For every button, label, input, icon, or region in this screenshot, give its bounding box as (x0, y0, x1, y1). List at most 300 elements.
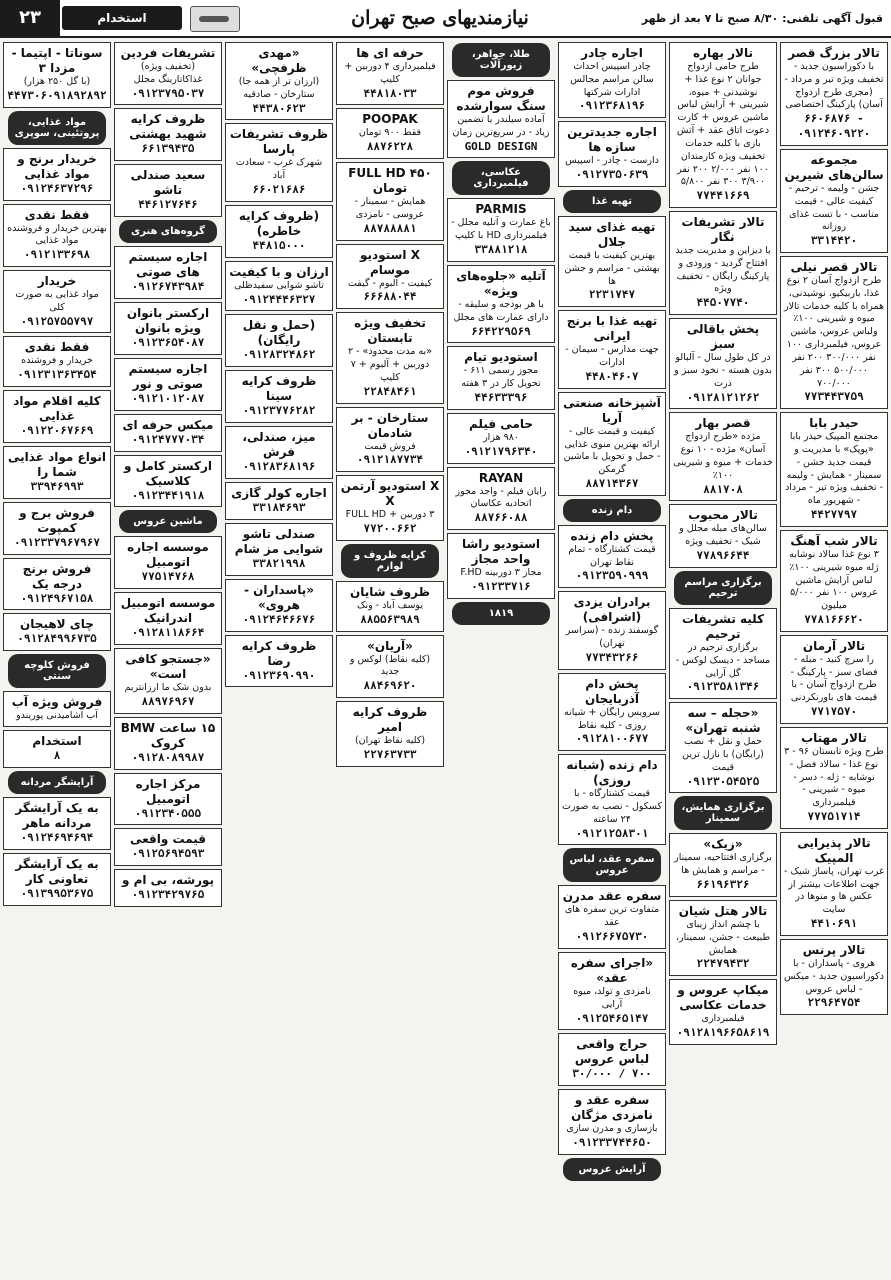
classified-ad (3, 204, 111, 267)
ad-title: سوناتا - اپتیما - مزدا ۳ (11, 46, 103, 75)
ad-title: سفره عقد و نامزدی مژگان (571, 1093, 653, 1123)
ad-title: POOPAK (362, 112, 418, 127)
classified-ad (3, 853, 111, 906)
ad-phone: ۰۹۱۲۸۱۱۸۶۶۴ (131, 626, 205, 640)
ad-body: فروش قیمت (364, 440, 416, 452)
ad-body: مجتمع المپیک حیدر بابا «پوپک» با مدیریت و قیمت جدید جشن - سمینار - همایش - ولیمه - تخفیف ویژه تیر - مرداد - شهریور ماه (785, 431, 883, 507)
column-3 (557, 40, 667, 1278)
classified-ad (558, 754, 666, 845)
classified-ad (336, 108, 444, 159)
ad-phone: ۸۸۷۶۲۲۸ (366, 140, 414, 154)
column-6 (224, 40, 334, 1278)
ad-title: تالار مهتاب (801, 730, 867, 745)
column-4 (446, 40, 556, 1278)
ad-title: ارکستر کامل و کلاسیک (123, 458, 212, 488)
ad-title: «اجرای سفره عقد» (570, 955, 654, 985)
ad-phone: ۶۶۱۳۹۴۳۵ (141, 142, 195, 156)
ad-phone: ۷۷۳۴۴۳۷۵۹ (804, 390, 864, 404)
ad-title: مجموعه سالن‌های شیرین (784, 152, 884, 182)
ad-title: گروه‌های هنری (131, 226, 205, 238)
ad-body: در کل طول سال - آلبالو بدون هسته - نخود سبز و ذرت (674, 352, 772, 389)
ad-body: جهت مدارس - سیمان - ادارات (565, 344, 659, 369)
ad-body: همایش - سمینار - عروسی - نامزدی (354, 196, 426, 220)
ad-title: فقط نقدی (24, 207, 90, 222)
ad-title: تخفیف ویژه تابستان (354, 316, 426, 346)
classified-ad (558, 673, 666, 751)
ad-title: فروش ویژه آب (11, 695, 103, 710)
ad-title: X استودیو موسام (360, 247, 420, 277)
ad-title: برگزاری همایش، سمینار (681, 802, 765, 825)
classified-ad (780, 42, 888, 146)
classified-ad (780, 530, 888, 632)
ad-phone: ۰۹۱۲۳۴۴۱۹۱۸ (131, 488, 205, 502)
ad-body: مجوز رسمی ۶۱۱ - تحویل کار در ۳ هفته (461, 365, 541, 390)
ad-phone: ۰۹۱۲۱۸۷۷۳۴ (356, 453, 424, 467)
category-header (563, 1158, 661, 1181)
ad-title: تشریفات فردین (120, 46, 216, 60)
ad-phone: ۴۴۷۳۰۶۰۹۱۸۹۲۸۹۲ (7, 88, 107, 102)
classified-ad (336, 581, 444, 632)
classified-ad (780, 939, 888, 1015)
ad-title: «جستجو کافی است» (125, 652, 211, 682)
category-header (8, 771, 106, 794)
ad-body: بهترین کیفیت با قیمت بهشتی - مراسم و جشن ها (564, 249, 660, 287)
classified-ad (558, 885, 666, 948)
ad-phone: ۶۶۶۸۸۰۴۴ (363, 290, 417, 304)
ad-body: باغ عمارت و آتلیه مجلل - فیلمبرداری HD با کلیپ (451, 217, 551, 242)
ad-phone: ۲۲۸۴۸۴۶۱ (363, 384, 417, 398)
ad-title: ظروف تشریفات پارسا (229, 127, 329, 157)
ad-title: ظروف کرایه امیر (352, 704, 428, 734)
classified-ad (114, 358, 222, 411)
ad-phone: ۰۹۱۲۲۰۶۷۶۶۹ (20, 424, 94, 438)
ad-phone: ۶۶۴۲۲۹۵۶۹ (471, 324, 531, 338)
ad-body: برگزاری افتتاحیه، سمینار - مراسم و همایش ها (674, 852, 772, 877)
ad-title: به یک آرایشگر مردانه ماهر (15, 800, 99, 830)
ad-title: ارکستر بانوان ویژه بانوان (126, 306, 210, 335)
ad-phone: ۳۳۹۴۶۹۹۳ (30, 479, 84, 493)
ad-phone: ۸۸۷۱۴۳۶۷ (585, 476, 639, 490)
ad-phone: ۴۴۶۱۲۷۶۴۶ (138, 198, 198, 212)
ad-title: تالار بهاره (693, 46, 753, 60)
ad-title: آتلیه «جلوه‌های ویژه» (456, 268, 546, 298)
ad-phone: ۰۹۱۲۳۳۷۹۶۷۹۶۷ (13, 535, 101, 549)
ad-body: رایان فیلم - واجد مجوز اتحادیه عکاسان (455, 485, 547, 510)
ad-phone: ۰۹۱۲۴۶۳۷۲۹۶ (20, 181, 94, 195)
ad-body: فیلمبرداری ۴ دوربین + کلیپ (344, 61, 436, 85)
classified-ad (780, 635, 888, 724)
classified-ad (669, 412, 777, 501)
ad-phone: ۰۹۱۲۱۳۳۶۹۸ (23, 248, 91, 262)
classified-ad (114, 455, 222, 508)
ad-phone: ۴۴۳۸۰۶۲۳ (252, 101, 306, 115)
ad-body: مواد غذایی به صورت کلی (15, 288, 99, 313)
category-header (119, 510, 217, 533)
ad-body: کیفیت و قیمت عالی - ارائه بهترین منوی غذایی - حمل و تحویل با ماشین گرمکن (563, 425, 661, 476)
ad-title: سفره عقد مدرن (562, 889, 662, 904)
classified-ad (225, 314, 333, 367)
ad-body: ۳ دوربین + FULL HD (345, 509, 435, 521)
ad-title: سفره عقد، لباس عروس (569, 854, 655, 877)
ad-title: فروش برج و کمپوت (19, 505, 95, 535)
ad-body: مجاز ۳ دوربینه F.HD (460, 567, 542, 578)
classified-ad (447, 265, 555, 343)
classified-ad (3, 797, 111, 850)
ad-title: قیمت واقعی (129, 832, 207, 847)
ad-phone: ۰۹۱۲۳۶۸۱۹۶ (578, 99, 646, 113)
column-5 (335, 40, 445, 1278)
ad-body: طرح حامی ازدواج جوانان ۲ نوع غذا + نوشیدنی + میوه، شیرینی + آرایش لباس ماشین عروس + کارت دعوت اتاق عقد + آتش بازی با کلیه خدمات تخفیف ویژه کارمندان ۱۰۰ نفر ۲/۰۰۰ ۲۰۰ نفر ۳/۹۰۰ ۳۰۰ نفر ۵/۸۰۰ (676, 61, 770, 188)
ad-title: پورشه، بی ام و (121, 873, 215, 888)
classified-ad (558, 591, 666, 669)
ad-title: آشپزخانه صنعتی آریا (563, 395, 661, 425)
ad-phone: ۰۹۱۲۷۳۵۰۶۳۹ (575, 168, 649, 182)
ad-title: تهیه غذای سید جلال (568, 219, 656, 249)
ad-phone: ۶۶۱۹۶۳۲۶ (696, 878, 750, 892)
ad-title: فروش کلوچه سنتی (24, 660, 90, 683)
ad-title: حیدر بابا (809, 416, 859, 431)
ad-title: PARMIS (475, 202, 527, 217)
classified-ad (3, 446, 111, 499)
ad-body: ۳ نوع غذا سالاد نوشابه ژله میوه شیرینی ۱۰۰٪ لباس آرایش ماشین عروس ۱۰۰ نفر ۵/۰۰۰ میلیون (789, 548, 879, 612)
ad-body: متفاوت ترین سفره های عقد (564, 904, 660, 929)
ad-title: تالار آرمان (802, 638, 866, 653)
ad-title: حراج واقعی لباس عروس (574, 1037, 650, 1067)
ad-phone: ۴۴۶۳۳۳۹۶ (474, 391, 528, 405)
ad-body: برگزاری ترحیم در مساجد - دیسک لوکس - گل آرایی (675, 641, 771, 679)
ad-title: X استودیو آرتمن X (340, 479, 440, 509)
category-header (452, 602, 550, 625)
ad-title: RAYAN (478, 470, 524, 485)
page-number: ۲۳ (0, 0, 60, 36)
classified-ad (225, 42, 333, 120)
ad-phone: ۶۶۰۲۱۶۸۶ (252, 183, 306, 197)
ad-body: را سرچ کنید - مبله - فضای سبز - پارکینگ - طرح ازدواج آسان - با قیمت های باورنکردنی (790, 653, 878, 704)
ad-phone: ۷۷۳۴۳۲۶۶ (585, 650, 639, 664)
ad-body: (کلیه نقاط) لوکس و جدید (349, 653, 431, 678)
ad-phone: ۳۰/۰۰۰ / ۷۰۰ (572, 1067, 652, 1081)
ad-phone: ۳۳۸۸۱۲۱۸ (474, 243, 528, 257)
ad-phone: ۰۹۱۲۸۱۲۱۲۶۲ (686, 390, 760, 404)
handshake-icon (190, 6, 240, 32)
classified-ad (3, 730, 111, 768)
classified-ad (114, 302, 222, 355)
ad-title: استخدام (32, 734, 82, 749)
ad-phone: ۳۳۸۲۱۹۹۸ (252, 556, 306, 570)
ad-phone: ۴۴۸۱۵۰۰۰ (252, 238, 306, 252)
ad-phone: ۰۹۱۲۴۶۹۴۶۹۴ (20, 830, 94, 844)
ad-phone: ۸۸۷۶۶۰۸۸ (474, 511, 528, 525)
ad-title: (حمل و نقل رایگان) (242, 318, 316, 348)
ad-title: انواع مواد غذایی شما را (8, 449, 106, 479)
ad-body: (با گل ۲۵۰ هزار) (23, 76, 91, 87)
ad-title: «حجله – سه شنبه تهران» (685, 706, 761, 736)
ad-title: مرکز اجاره اتومبیل (135, 776, 201, 806)
classified-ad (114, 164, 222, 217)
classified-ad (114, 717, 222, 770)
ad-title: «زیک» (703, 837, 743, 852)
category-header (119, 220, 217, 243)
classified-ad (669, 504, 777, 567)
ad-body: آماده سیلندر با تضمین زیاد - در سریع‌ترین زمان (452, 114, 550, 138)
classified-ad (3, 148, 111, 201)
ad-title: آرایش عروس (578, 1163, 646, 1175)
ad-phone: ۲۲۴۷۹۴۳۲ (696, 957, 750, 971)
ad-phone: ۲۲۷۶۳۷۳۳ (363, 747, 417, 761)
ad-title: کلیه تشریفات ترحیم (681, 611, 765, 641)
ad-title: ماشین عروس (133, 516, 203, 528)
ad-title: ۱۸۱۹ (488, 607, 514, 619)
ad-phone: ۰۹۱۲۳۷۹۵۰۳۷ (131, 86, 205, 100)
ad-body: خریدار و فروشنده (21, 355, 93, 367)
ad-title: کرایه ظروف و لوازم (354, 549, 426, 572)
classified-ad (114, 773, 222, 826)
ad-title: برادران یزدی (اشرافی) (573, 595, 651, 625)
classified-ad (447, 346, 555, 409)
ad-body: با دیزاین و مدیریت جدید افتتاح گردید - ورودی و پارکینگ رایگان - تخفیف ویژه (675, 244, 771, 295)
ad-title: کلیه اقلام مواد غذایی (13, 394, 101, 424)
ad-body: طرح ویژه تابستان ۹۶ - ۳ نوع غذا - سالاد فصل - نوشابه - ژله - دسر - میوه - شیرینی - فیلمبرداری (784, 745, 884, 809)
classified-ad (780, 149, 888, 253)
classified-ad (114, 246, 222, 299)
ad-phone: ۷۷۱۷۵۷۰ (810, 705, 858, 719)
ad-phone: ۴۴۸۰۴۶۰۷ (585, 369, 639, 383)
ad-phone: ۰۹۱۲۱۲۵۸۳۰۱ (575, 826, 649, 840)
ad-body: (تخفیف ویژه) غذاکاتارینگ مجلل (133, 61, 203, 85)
category-header (674, 571, 772, 605)
classified-ad (669, 702, 777, 793)
ad-title: پخش دام آذربایجان (584, 676, 640, 706)
classified-ad (558, 1089, 666, 1155)
ad-title: تالار پذیرایی المپیک (797, 835, 871, 865)
ad-title: فقط نقدی (24, 340, 90, 355)
ad-body: با هر بودجه و سلیقه - دارای عمارت های مجلل (453, 298, 549, 323)
ad-phone: ۰۹۱۲۴۹۶۷۱۵۸ (20, 591, 94, 605)
ad-phone: ۰۹۱۲۳۶۹۰۹۹۰ (242, 668, 316, 682)
ad-title: خریدار برنج و مواد غذایی (17, 151, 97, 181)
ad-title: خریدار (37, 273, 77, 288)
ad-phone: ۸۸۵۵۶۳۹۸۹ (360, 612, 420, 626)
ad-phone: ۸۸۴۶۹۶۲۰ (363, 679, 417, 693)
ad-body: فیلمبرداری (701, 1013, 745, 1025)
ad-phone: ۷۷۸۱۶۶۶۲۰ (804, 612, 864, 626)
classified-ad (336, 635, 444, 698)
classified-ad (3, 691, 111, 727)
ad-title: اجاره سیستم های صوتی (128, 250, 208, 280)
ad-title: حرفه ای ها (356, 46, 424, 60)
ad-title: تالار پرنس (802, 942, 866, 957)
ad-title: سعید صندلی تاشو (130, 168, 206, 198)
ad-title: عکاسی، فیلمبرداری (473, 167, 529, 190)
ad-phone: ۷۷۵۱۴۷۶۸ (141, 570, 195, 584)
ad-phone: ۲۲۳۱۷۴۷ (588, 288, 636, 302)
classified-ad (225, 523, 333, 576)
ad-body: شهرک غرب - سعادت آباد (235, 157, 323, 182)
classified-ad (669, 608, 777, 699)
ad-title: اجاره جدیدترین سازه ها (567, 125, 657, 155)
ad-phone: ۲۲۹۶۴۷۵۴ (807, 996, 861, 1010)
category-header (452, 43, 550, 77)
classified-ad (558, 310, 666, 388)
ad-body: چادر اسپیس احداث سالن مراسم مجالس ادارات شرکتها (570, 61, 654, 98)
newspaper-title: نیازمندیهای صبح تهران (351, 7, 529, 29)
ad-phone: ۳۳۱۴۴۲۰ (810, 234, 858, 248)
ad-phone: ۰۹۱۲۳۴۰۵۵۵ (134, 806, 202, 820)
ad-title: ظروف کرایه شهید بهشتی (129, 112, 207, 142)
ad-title: آرایشگر مردانه (20, 776, 94, 788)
column-1 (779, 40, 889, 1278)
ad-title: موسسه اجاره اتومبیل (127, 540, 209, 570)
classified-ad (669, 318, 777, 409)
ad-title: تهیه غذا (591, 195, 633, 207)
ad-title: طلا، جواهر، زیورآلات (471, 49, 531, 71)
classified-ad (558, 216, 666, 307)
ad-body: کیفیت - آلبوم - گیفت (347, 277, 433, 289)
ad-title: حامی فیلم (469, 416, 533, 431)
classified-ad (114, 536, 222, 589)
ad-phone: ۰۹۱۲۴۷۷۷۰۳۴ (131, 432, 205, 446)
ad-title: «آریان» (367, 638, 413, 653)
ad-phone: ۴۴۸۱۸۰۳۳ (363, 86, 417, 100)
ad-title: اجاره سیستم صوتی و نور (128, 361, 208, 391)
ad-phone: ۰۹۱۲۳۶۵۴۰۸۷ (131, 336, 205, 349)
ad-title: اجاره چادر (581, 46, 643, 60)
category-header (452, 161, 550, 195)
ad-body: تاشو شوایی سفیدظلی (234, 279, 324, 291)
classified-ad (780, 727, 888, 829)
category-header (674, 796, 772, 830)
column-7 (113, 40, 223, 1278)
ad-body: آب آشامیدنی پوریندو (16, 710, 98, 722)
ad-title: استودیو راشا واحد مجاز (461, 537, 541, 566)
ad-title: ظروف شایان (350, 584, 430, 599)
classified-ad (780, 832, 888, 936)
ad-title: فروش موم سنگ سوارشده (456, 84, 546, 113)
ad-title: دام زنده (شبانه روزی) (566, 758, 658, 788)
classified-ad (3, 42, 111, 108)
ad-title: استودیو تیام (464, 350, 538, 365)
ad-body: جشن - ولیمه - ترحیم - کیفیت عالی - قیمت مناسب - با تست غذای روزانه (788, 182, 880, 233)
ad-phone: ۰۹۱۲۴۴۴۶۳۲۷ (242, 292, 316, 306)
category-header (8, 654, 106, 688)
classified-ad (558, 392, 666, 496)
classified-ad (669, 979, 777, 1045)
page-header (0, 0, 891, 38)
ad-title: پخش باقالی سبز (686, 322, 760, 352)
classified-ad (336, 701, 444, 767)
ad-phone: ۴۴۱۰۶۹۱ (810, 917, 858, 931)
ad-title: ارزان و با کیفیت (229, 264, 329, 279)
ad-title: ظروف کرایه سینا (241, 374, 317, 404)
classified-ad (447, 80, 555, 158)
ad-body: مژده «طرح ازدواج آسان» مژده - ۱۰ نوع خدمات + میوه و شیرینی ۱۰۰٪ (673, 431, 773, 481)
ad-title: دام زنده (591, 504, 633, 516)
ad-title: (ظروف کرایه خاطره) (238, 208, 320, 238)
ad-body: سالن‌های مبله مجلل و شیک - تخفیف ویژه (679, 523, 767, 548)
ad-phone: ۰۹۱۲۵۶۹۴۵۹۳ (131, 847, 205, 861)
classified-ad (114, 828, 222, 866)
ad-title: FULL HD ۴۵۰ تومان (348, 166, 432, 196)
ad-phone: ۷۷۷۵۱۷۱۴ (807, 809, 861, 823)
classified-ad (669, 900, 777, 976)
ad-title: موسسه اتومبیل اندرانیک (120, 596, 216, 626)
classified-ad (225, 482, 333, 520)
classified-ad (114, 592, 222, 645)
classified-ad (558, 42, 666, 118)
ad-body: دارست - چادر - اسپیس (565, 155, 659, 167)
ad-phone: ۷۷۲۰۰۶۶۲ (363, 522, 417, 535)
classified-ad (3, 336, 111, 387)
ad-title: تالار قصر نیلی (790, 260, 878, 275)
ad-phone: ۸۸۷۸۸۸۸۱ (363, 221, 417, 235)
ad-phone: ۰۹۱۲۳۷۷۶۲۸۲ (242, 404, 316, 418)
ad-title: میکاپ عروس و خدمات عکاسی (677, 983, 769, 1013)
ad-phone: ۰۹۱۲۸۳۶۸۱۹۶ (242, 460, 316, 474)
classified-ad (3, 558, 111, 611)
ad-title: میکس حرفه ای (122, 417, 214, 432)
ad-body: طرح ازدواج آسان ۲ نوع غذا، باربیکیو، نوشیدنی، همراه با کلیه خدمات تالار میوه و شیرینی ۱۰۰٪ ولباس عروس، ماشین عروس، فیلمبرداری ۱۰۰ نفر ۳۰۰/۰۰۰ ۲۰۰ نفر ۵۰۰/۰۰۰ ۳۰۰ نفر ۷۰۰/۰۰۰ (784, 275, 884, 389)
ad-title: اجاره کولر گازی (231, 485, 327, 500)
column-2 (668, 40, 778, 1278)
classified-ad (336, 475, 444, 541)
ad-phone: ۰۹۱۲۶۶۷۵۷۳۰ (575, 930, 649, 944)
classified-ad (780, 256, 888, 409)
classified-ad (447, 198, 555, 261)
ad-body: فقط ۹۰۰ تومان (358, 127, 422, 139)
classified-ad (225, 635, 333, 688)
ad-title: ۱۵ ساعت BMW کروک (120, 720, 216, 750)
ad-body: غرب تهران، پاساژ شیک - جهت اطلاعات بیشتر از عکس ها و منوها در سایت (784, 865, 884, 916)
ad-phone: ۰۹۱۲۸۴۹۹۶۷۳۵ (17, 632, 97, 646)
ad-title: فروش برنج درجه یک (22, 561, 92, 591)
classified-ad (780, 412, 888, 527)
classified-ad (225, 205, 333, 258)
ad-body: (کلیه نقاط تهران) (354, 734, 426, 746)
ad-phone: ۷۷۸۹۶۶۴۴ (696, 549, 750, 563)
ad-phone: ۸۸۹۷۶۹۶۷ (141, 694, 195, 708)
ad-phone: ۰۹۱۲۳۱۳۶۳۴۵۴ (17, 368, 97, 382)
ad-title: تالار بزرگ قصر (788, 46, 880, 60)
ad-body: سرویس رایگان + شیانه روزی - کلیه نقاط (563, 706, 660, 731)
ad-phone: ۸ (53, 749, 61, 763)
classified-ad (225, 370, 333, 423)
ad-title: به یک آرایشگر تعاونی کار (15, 856, 99, 886)
classified-ad (114, 648, 222, 714)
classified-ad (225, 261, 333, 312)
ad-phone-hours: قبول آگهی تلفنی: ۸/۳۰ صبح تا ۷ بعد از ظهر (641, 12, 883, 25)
column-8 (2, 40, 112, 1278)
ad-phone: GOLD DESIGN (464, 139, 538, 153)
classified-ad (447, 413, 555, 464)
ad-phone: ۰۹۱۲۸۰۸۹۹۸۷ (131, 750, 205, 764)
ad-body: بدون شک ما ارزانتریم (124, 682, 212, 694)
ad-body: «به مدت محدود» - ۲ دوربین + آلبوم + ۷ کلیپ (347, 346, 433, 383)
ad-title: تهیه غذا با برنج ایرانی (566, 314, 658, 344)
ad-title: «مهدی ظرفچی» (251, 46, 307, 75)
ad-phone: ۸۸۱۷۰۸ (703, 482, 743, 496)
ad-phone: ۰۹۱۲۱۷۹۶۳۴۰ (464, 444, 538, 458)
ad-phone: ۷۷۴۴۱۶۶۹ (696, 189, 750, 203)
classified-ad (447, 533, 555, 599)
ad-phone: ۳۳۱۸۴۶۹۳ (252, 500, 306, 514)
ad-phone: ۴۴۲۷۷۹۷ (810, 508, 858, 522)
classified-ad (447, 467, 555, 530)
ad-title: ستارخان - بر شادمان (351, 410, 429, 440)
ad-body: بهترین خریدار و فروشنده مواد غذایی (7, 222, 107, 247)
ad-phone: ۰۹۱۲۱۰۱۲۰۸۷ (131, 391, 205, 405)
classified-ad (3, 270, 111, 333)
classified-ad (336, 162, 444, 240)
